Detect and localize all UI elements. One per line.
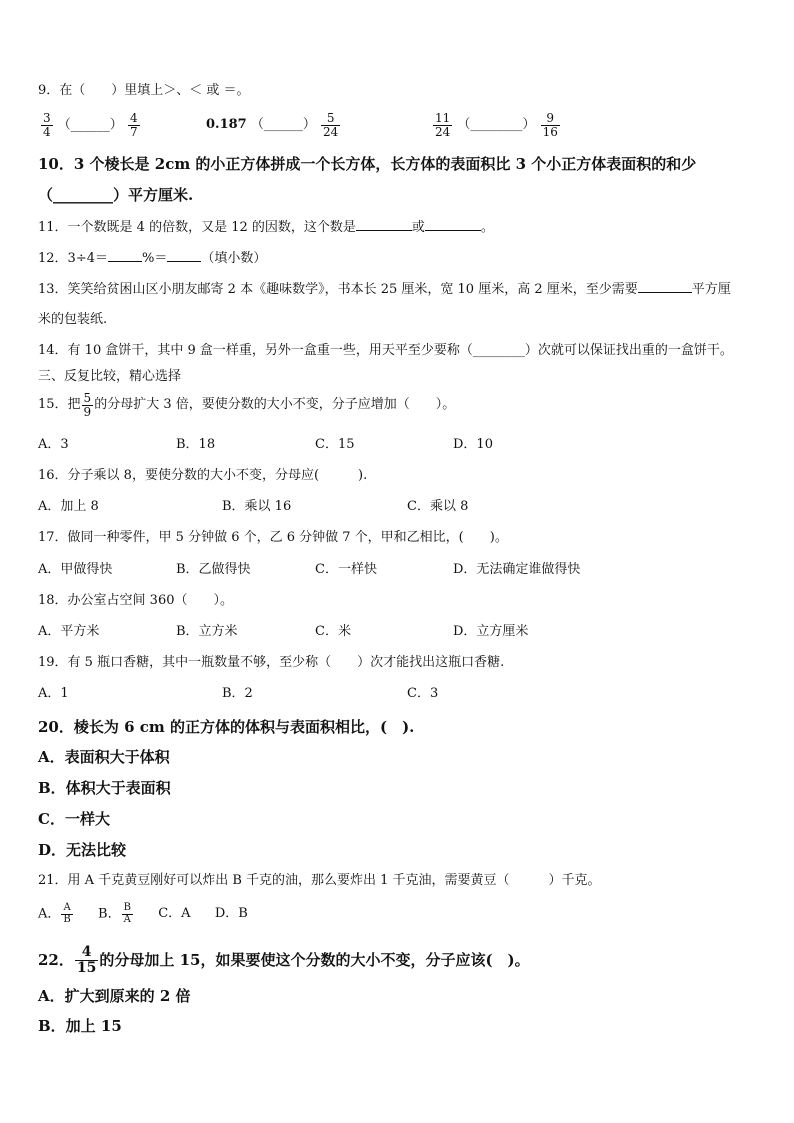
option-a[interactable]: A． $\frac{A}{B}$ <box>38 902 71 925</box>
option-a[interactable]: A．加上 8 <box>38 499 99 514</box>
option-b[interactable]: B．18 <box>176 437 216 452</box>
option-a[interactable]: A．1 <box>38 686 69 701</box>
option-a[interactable]: A．扩大到原来的 2 倍 <box>38 987 191 1005</box>
option-b[interactable]: B．乘以 16 <box>222 499 292 514</box>
question-19-stem: 19．有 5 瓶口香糖，其中一瓶数量不够，至少称（ ）次才能找出这瓶口香糖. <box>38 655 505 670</box>
option-b[interactable]: B．体积大于表面积 <box>38 779 171 797</box>
fraction: $\frac{5}{9}$ <box>83 391 92 419</box>
q9-item-3 <box>432 112 561 138</box>
answer-blank[interactable] <box>356 219 412 231</box>
answer-blank[interactable] <box>167 250 201 262</box>
question-15-stem: 15．把 $\frac{5}{9}$ 的分母扩大 3 倍，要使分数的大小不变，分子应增加（ ）。 <box>38 391 456 419</box>
question-10-line2: （________）平方厘米. <box>38 186 194 204</box>
question-22-stem: 22． $\frac{4}{15}$ 的分母加上 15，如果要使这个分数的大小不变，分子应该( )。 <box>38 944 530 976</box>
fraction: $\frac{9}{16}$ <box>542 111 558 139</box>
question-18-stem: 18．办公室占空间 360（ ）。 <box>38 593 233 608</box>
answer-blank[interactable] <box>108 250 142 262</box>
fraction: $\frac{4}{15}$ <box>76 944 97 976</box>
option-c[interactable]: C．A <box>158 906 191 921</box>
option-b[interactable]: B．立方米 <box>176 624 238 639</box>
option-c[interactable]: C．一样大 <box>38 810 110 828</box>
fraction: $\frac{11}{24}$ <box>435 111 451 139</box>
option-a[interactable]: A．平方米 <box>38 624 100 639</box>
answer-blank[interactable]: （________） <box>457 117 536 133</box>
fraction: $\frac{5}{24}$ <box>323 111 339 139</box>
section-title: 三、反复比较，精心选择 <box>38 369 182 384</box>
fraction: $\frac{3}{4}$ <box>43 111 51 139</box>
answer-blank[interactable] <box>425 219 481 231</box>
question-21-stem: 21．用 A 千克黄豆刚好可以炸出 B 千克的油，那么要炸出 1 千克油，需要黄豆（ ）千克。 <box>38 873 601 888</box>
answer-blank[interactable]: （______） <box>250 117 316 133</box>
question-13-line1: 13．笑笑给贫困山区小朋友邮寄 2 本《趣味数学》，书本长 25 厘米，宽 10 厘米，高 2 厘米，至少需要 平方厘 <box>38 282 731 297</box>
option-c[interactable]: C．一样快 <box>315 562 377 577</box>
option-a[interactable]: A．3 <box>38 437 69 452</box>
question-16-stem: 16．分子乘以 8，要使分数的大小不变，分母应( ). <box>38 468 368 483</box>
option-c[interactable]: C．乘以 8 <box>407 499 469 514</box>
question-10-line1: 10．3 个棱长是 2cm 的小正方体拼成一个长方体，长方体的表面积比 3 个小正方体表面积的和少 <box>38 155 697 173</box>
option-d[interactable]: D．无法确定谁做得快 <box>453 562 581 577</box>
option-c[interactable]: C．15 <box>315 437 355 452</box>
option-b[interactable]: B．2 <box>222 686 253 701</box>
question-11: 11．一个数既是 4 的倍数，又是 12 的因数，这个数是 或 。 <box>38 220 494 235</box>
question-9-stem: 9．在（ ）里填上＞、＜ 或 ＝。 <box>38 83 250 98</box>
option-a[interactable]: A．甲做得快 <box>38 562 113 577</box>
q9-item-2: 0.187 （______） $\frac{5}{24}$ <box>206 111 339 139</box>
fraction: $\frac{4}{7}$ <box>129 111 138 139</box>
answer-blank[interactable] <box>638 281 692 293</box>
option-c[interactable]: C．3 <box>407 686 439 701</box>
option-d[interactable]: D．无法比较 <box>38 841 127 859</box>
option-b[interactable]: B．乙做得快 <box>176 562 251 577</box>
q9-item-1 <box>40 112 141 138</box>
option-a[interactable]: A．表面积大于体积 <box>38 748 170 766</box>
option-d[interactable]: D．B <box>214 906 248 921</box>
answer-blank[interactable]: （______） <box>57 117 123 133</box>
question-17-stem: 17．做同一种零件，甲 5 分钟做 6 个，乙 6 分钟做 7 个，甲和乙相比，( )。 <box>38 530 508 545</box>
question-13-line2: 米的包装纸. <box>38 312 108 327</box>
question-14: 14．有 10 盒饼干，其中 9 盒一样重，另外一盒重一些，用天平至少要称（________）次就可以保证找出重的一盒饼干。 <box>38 343 733 358</box>
question-12: 12．3÷4＝ %＝ （填小数） <box>38 251 267 266</box>
q21-options <box>38 903 248 925</box>
option-d[interactable]: D．10 <box>453 437 493 452</box>
option-d[interactable]: D．立方厘米 <box>453 624 529 639</box>
option-b[interactable]: B． $\frac{B}{A}$ <box>98 902 131 925</box>
question-20-stem: 20．棱长为 6 cm 的正方体的体积与表面积相比，( ). <box>38 718 415 736</box>
option-c[interactable]: C．米 <box>315 624 351 639</box>
option-b[interactable]: B．加上 15 <box>38 1017 122 1035</box>
